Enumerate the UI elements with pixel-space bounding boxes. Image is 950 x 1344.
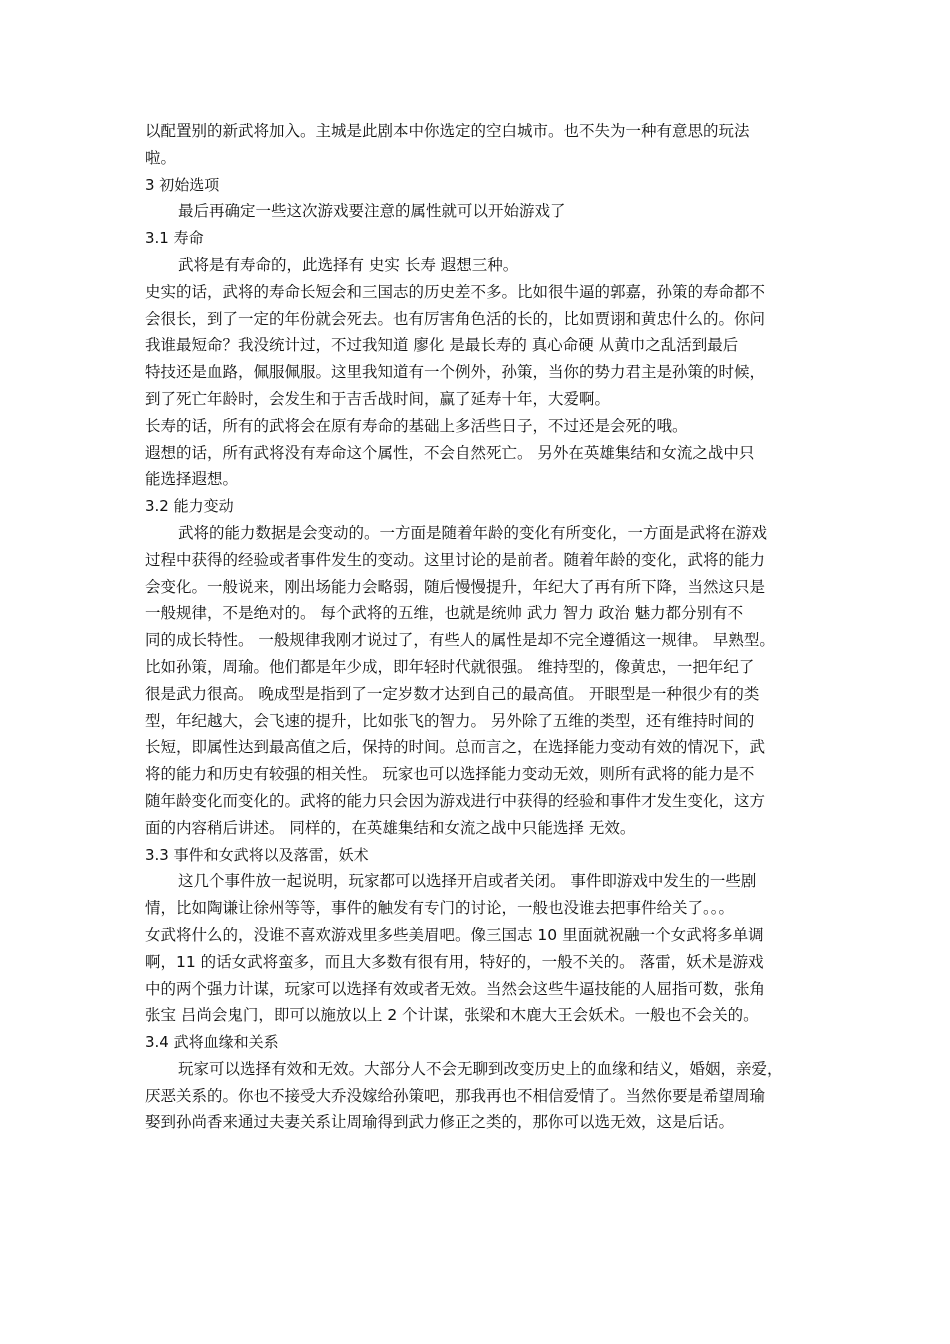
paragraph-line: 长寿的话，所有的武将会在原有寿命的基础上多活些日子，不过还是会死的哦。 <box>145 416 688 435</box>
paragraph-line: 过程中获得的经验或者事件发生的变动。这里讨论的是前者。随着年龄的变化，武将的能力 <box>145 550 766 569</box>
paragraph-line: 娶到孙尚香来通过夫妻关系让周瑜得到武力修正之类的，那你可以选无效，这是后话。 <box>145 1113 735 1132</box>
paragraph-line: 型，年纪越大，会飞速的提升，比如张飞的智力。 另外除了五维的类型，还有维持时间的 <box>145 711 755 730</box>
paragraph-line: 武将的能力数据是会变动的。一方面是随着年龄的变化有所变化，一方面是武将在游戏 <box>178 523 768 542</box>
section-heading-3-4: 3.4 武将血缘和关系 <box>145 1033 279 1052</box>
paragraph-line: 将的能力和历史有较强的相关性。 玩家也可以选择能力变动无效，则所有武将的能力是不 <box>145 765 755 784</box>
paragraph-line: 到了死亡年龄时，会发生和于吉舌战时间，赢了延寿十年，大爱啊。 <box>145 389 611 408</box>
paragraph-line: 厌恶关系的。你也不接受大乔没嫁给孙策吧，那我再也不相信爱情了。当然你要是希望周瑜 <box>145 1086 766 1105</box>
paragraph-line: 遐想的话，所有武将没有寿命这个属性，不会自然死亡。 另外在英雄集结和女流之战中只 <box>145 443 755 462</box>
paragraph-line: 比如孙策，周瑜。他们都是年少成，即年轻时代就很强。 维持型的，像黄忠，一把年纪了 <box>145 657 755 676</box>
paragraph-line: 最后再确定一些这次游戏要注意的属性就可以开始游戏了 <box>178 202 566 221</box>
paragraph-line: 随年龄变化而变化的。武将的能力只会因为游戏进行中获得的经验和事件才发生变化，这方 <box>145 791 766 810</box>
paragraph-line: 中的两个强力计谋，玩家可以选择有效或者无效。当然会这些牛逼技能的人屈指可数，张角 <box>145 979 766 998</box>
paragraph-line: 史实的话，武将的寿命长短会和三国志的历史差不多。比如很牛逼的郭嘉，孙策的寿命都不 <box>145 282 766 301</box>
paragraph-line: 张宝 吕尚会鬼门，即可以施放以上 2 个计谋，张梁和木鹿大王会妖术。一般也不会关的。 <box>145 1006 759 1025</box>
section-heading-3-3: 3.3 事件和女武将以及落雷，妖术 <box>145 845 369 864</box>
paragraph-line: 情，比如陶谦让徐州等等，事件的触发有专门的讨论，一般也没谁去把事件给关了。。。 <box>145 899 735 918</box>
paragraph-line: 武将是有寿命的，此选择有 史实 长寿 遐想三种。 <box>178 255 519 274</box>
paragraph-line: 啦。 <box>145 148 177 167</box>
section-heading-3: 3 初始选项 <box>145 175 220 194</box>
paragraph-line: 特技还是血路，佩服佩服。这里我知道有一个例外，孙策，当你的势力君主是孙策的时候， <box>145 363 766 382</box>
paragraph-line: 会变化。一般说来，刚出场能力会略弱，随后慢慢提升，年纪大了再有所下降，当然这只是 <box>145 577 766 596</box>
paragraph-line: 女武将什么的，没谁不喜欢游戏里多些美眉吧。像三国志 10 里面就祝融一个女武将多单调 <box>145 925 764 944</box>
paragraph-line: 会很长，到了一定的年份就会死去。也有厉害角色活的长的，比如贾诩和黄忠什么的。你问 <box>145 309 766 328</box>
paragraph-line: 能选择遐想。 <box>145 470 239 489</box>
paragraph-line: 很是武力很高。 晚成型是指到了一定岁数才达到自己的最高值。 开眼型是一种很少有的类 <box>145 684 760 703</box>
paragraph-line: 同的成长特性。 一般规律我刚才说过了，有些人的属性是却不完全遵循这一规律。 早熟型。 <box>145 631 775 650</box>
paragraph-line: 面的内容稍后讲述。 同样的，在英雄集结和女流之战中只能选择 无效。 <box>145 818 636 837</box>
paragraph-line: 一般规律，不是绝对的。 每个武将的五维，也就是统帅 武力 智力 政治 魅力都分别有不 <box>145 604 744 623</box>
paragraph-line: 以配置别的新武将加入。主城是此剧本中你选定的空白城市。也不失为一种有意思的玩法 <box>145 122 750 140</box>
paragraph-line: 我谁最短命？我没统计过，不过我知道 廖化 是最长寿的 真心命硬 从黄巾之乱活到最后 <box>145 336 739 355</box>
document-body <box>145 118 810 1136</box>
section-heading-3-1: 3.1 寿命 <box>145 229 204 248</box>
paragraph-line: 这几个事件放一起说明，玩家都可以选择开启或者关闭。 事件即游戏中发生的一些剧 <box>178 872 757 891</box>
paragraph-line: 玩家可以选择有效和无效。大部分人不会无聊到改变历史上的血缘和结义，婚姻，亲爱， <box>178 1059 783 1078</box>
section-heading-3-2: 3.2 能力变动 <box>145 497 234 516</box>
paragraph-line: 啊，11 的话女武将蛮多，而且大多数有很有用，特好的，一般不关的。 落雷，妖术是游戏 <box>145 952 764 971</box>
paragraph-line: 长短，即属性达到最高值之后，保持的时间。总而言之，在选择能力变动有效的情况下，武 <box>145 738 766 757</box>
